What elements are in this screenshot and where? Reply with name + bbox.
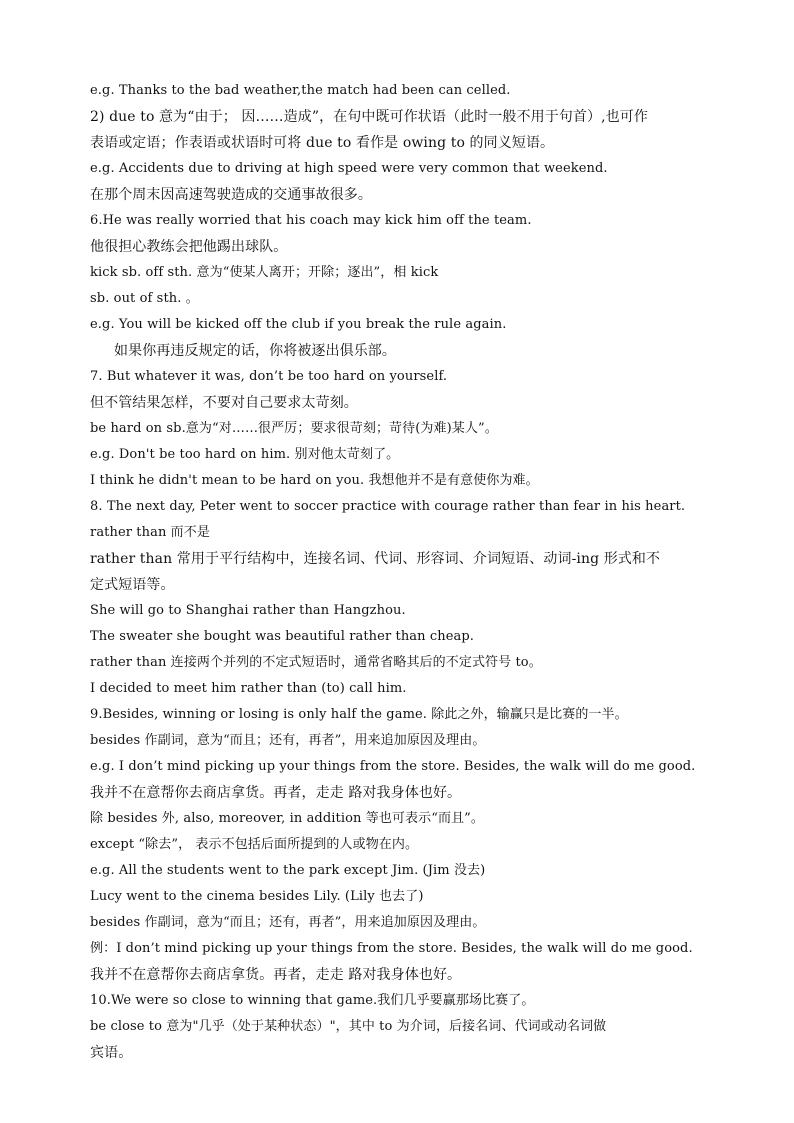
text-line: 定式短语等。 [90, 577, 175, 593]
text-line: 在那个周末因高速驾驶造成的交通事故很多。 [90, 187, 372, 203]
text-line: 9.Besides, winning or losing is only half the game. 除此之外，输赢只是比赛的一半。 [90, 707, 628, 722]
text-line: 他很担心教练会把他踢出球队。 [90, 239, 288, 255]
text-line: 我并不在意帮你去商店拿货。再者，走走 路对我身体也好。 [90, 967, 462, 983]
text-line: 除 besides 外, also, moreover, in addition 等也可表示“而且”。 [90, 811, 485, 826]
text-line: The sweater she bought was beautiful rather than cheap. [90, 629, 474, 644]
document-page [90, 78, 710, 1066]
text-line: 例：I don’t mind picking up your things from the store. Besides, the walk will do me good. [90, 941, 693, 956]
text-line: 但不管结果怎样，不要对自己要求太苛刻。 [90, 395, 358, 411]
text-line: besides 作副词，意为“而且；还有，再者”，用来追加原因及理由。 [90, 915, 486, 930]
text-line: except “除去”， 表示不包括后面所提到的人或物在内。 [90, 837, 419, 852]
text-line: e.g. All the students went to the park except Jim. (Jim 没去) [90, 863, 486, 878]
text-line: I decided to meet him rather than (to) call him. [90, 681, 407, 696]
text-line: sb. out of sth. 。 [90, 291, 199, 306]
text-line: rather than 常用于平行结构中，连接名词、代词、形容词、介词短语、动词-ing 形式和不 [90, 551, 661, 567]
text-line: 宾语。 [90, 1045, 133, 1061]
text-line: 表语或定语；作表语或状语时可将 due to 看作是 owing to 的同义短语。 [90, 135, 555, 151]
text-line: I think he didn't mean to be hard on you. 我想他并不是有意使你为难。 [90, 473, 539, 488]
text-line: be hard on sb.意为“对……很严厉；要求很苛刻；苛待(为难)某人”。 [90, 421, 498, 436]
text-line: Lucy went to the cinema besides Lily. (Lily 也去了) [90, 889, 424, 904]
text-line: 我并不在意帮你去商店拿货。再者，走走 路对我身体也好。 [90, 785, 462, 801]
text-line: 2) due to 意为“由于； 因……造成”，在句中既可作状语（此时一般不用于句首）,也可作 [90, 109, 648, 125]
text-line: e.g. Accidents due to driving at high speed were very common that weekend. [90, 161, 608, 176]
text-line: e.g. Don't be too hard on him. 别对他太苛刻了。 [90, 447, 400, 462]
text-line: be close to 意为"几乎（处于某种状态）"，其中 to 为介词，后接名词、代词或动名词做 [90, 1019, 607, 1034]
text-line: 如果你再违反规定的话，你将被逐出俱乐部。 [114, 343, 396, 359]
text-line: She will go to Shanghai rather than Hangzhou. [90, 603, 406, 618]
text-line: rather than 而不是 [90, 525, 210, 540]
text-line: e.g. Thanks to the bad weather,the match had been can celled. [90, 83, 511, 98]
text-line: rather than 连接两个并列的不定式短语时，通常省略其后的不定式符号 to。 [90, 655, 542, 670]
text-line: besides 作副词，意为“而且；还有，再者”，用来追加原因及理由。 [90, 733, 486, 748]
text-line: 8. The next day, Peter went to soccer practice with courage rather than fear in his heart. [90, 499, 686, 514]
text-line: kick sb. off sth. 意为“使某人离开；开除；逐出”，相 kick [90, 265, 439, 280]
text-line: e.g. You will be kicked off the club if you break the rule again. [90, 317, 507, 332]
text-line: e.g. I don’t mind picking up your things from the store. Besides, the walk will do me good. [90, 759, 696, 774]
text-line: 7. But whatever it was, don’t be too hard on yourself. [90, 369, 448, 384]
text-line: 10.We were so close to winning that game.我们几乎要赢那场比赛了。 [90, 993, 535, 1008]
text-line: 6.He was really worried that his coach may kick him off the team. [90, 213, 532, 228]
